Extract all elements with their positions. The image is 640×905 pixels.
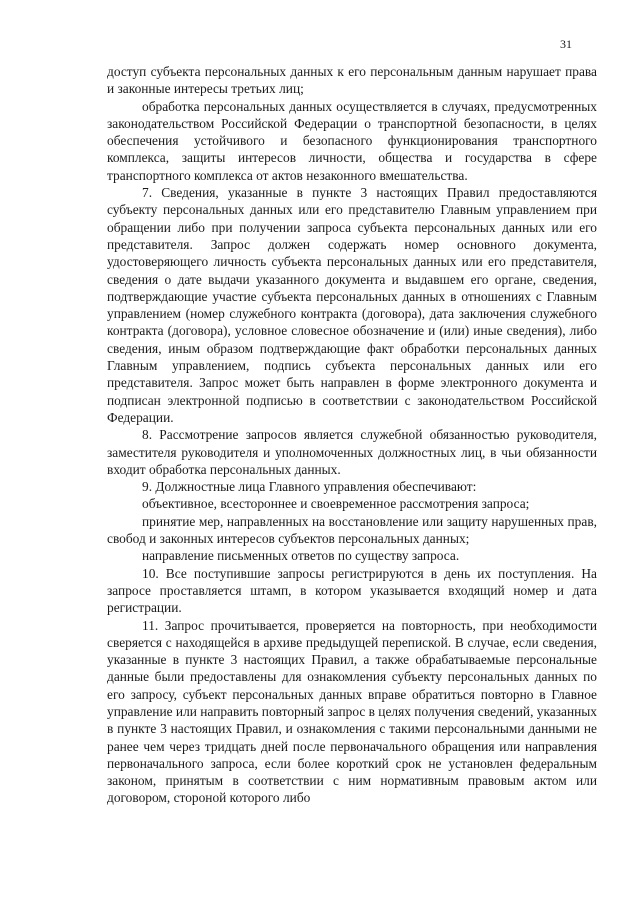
paragraph-item-9: 9. Должностные лица Главного управления обеспечивают: xyxy=(142,479,477,495)
paragraph-duty-answers: направление письменных ответов по существу запроса. xyxy=(142,548,460,564)
paragraph-duty-review: объективное, всестороннее и своевременное рассмотрения запроса; xyxy=(142,496,530,512)
document-body xyxy=(107,63,597,807)
paragraph-item-7: 7. Сведения, указанные в пункте 3 настоящих Правил предоставляются субъекту персональных данных или его представителю Главным управлением при обращении либо при получении запроса субъекта персональных данных или его представителя. Запрос должен содержать номер основного документа, удостоверяющего личность субъекта персональных данных или его представителя, сведения о дате выдачи указанного документа и выдавшем его органе, сведения, подтверждающие участие субъекта персональных данных в отношениях с Главным управлением (номер служебного контракта (договора), дата заключения служебного контракта (договора), условное словесное обозначение и (или) иные сведения), либо сведения, иным образом подтверждающие факт обработки персональных данных Главным управлением, подпись субъекта персональных данных или его представителя. Запрос может быть направлен в форме электронного документа и подписан электронной подписью в соответствии с законодательством Российской Федерации. xyxy=(107,185,597,425)
page-number: 31 xyxy=(560,37,572,51)
paragraph-duty-measures: принятие мер, направленных на восстановление или защиту нарушенных прав, свобод и законных интересов субъектов персональных данных; xyxy=(107,513,597,547)
paragraph-item-10: 10. Все поступившие запросы регистрируются в день их поступления. На запросе проставляется штамп, в котором указывается входящий номер и дата регистрации. xyxy=(107,565,597,616)
paragraph-item-11: 11. Запрос прочитывается, проверяется на повторность, при необходимости сверяется с находящейся в архиве предыдущей перепиской. В случае, если сведения, указанные в пункте 3 настоящих Правил, а также обрабатываемые персональные данные были предоставлены для ознакомления субъекту персональных данных по его запросу, субъект персональных данных вправе обратиться повторно в Главное управление или направить повторный запрос в целях получения сведений, указанных в пункте 3 настоящих Правил, и ознакомления с такими персональными данными не ранее чем через тридцать дней после первоначального обращения или направления первоначального запроса, если более короткий срок не установлен федеральным законом, принятым в соответствии с ним нормативным правовым актом или договором, стороной которого либо xyxy=(107,617,597,806)
paragraph-item-8: 8. Рассмотрение запросов является служебной обязанностью руководителя, заместителя руководителя и уполномоченных должностных лиц, в чьи обязанности входит обработка персональных данных. xyxy=(107,427,597,477)
paragraph-processing-cases: обработка персональных данных осуществляется в случаях, предусмотренных законодательством Российской Федерации о транспортной безопасности, в целях обеспечения устойчивого и безопасного функционирования транспортного комплекса, защиты интересов личности, общества и государства в сфере транспортного комплекса от актов незаконного вмешательства. xyxy=(107,98,597,183)
paragraph-continuation: доступ субъекта персональных данных к его персональным данным нарушает права и законные интересы третьих лиц; xyxy=(107,64,597,97)
